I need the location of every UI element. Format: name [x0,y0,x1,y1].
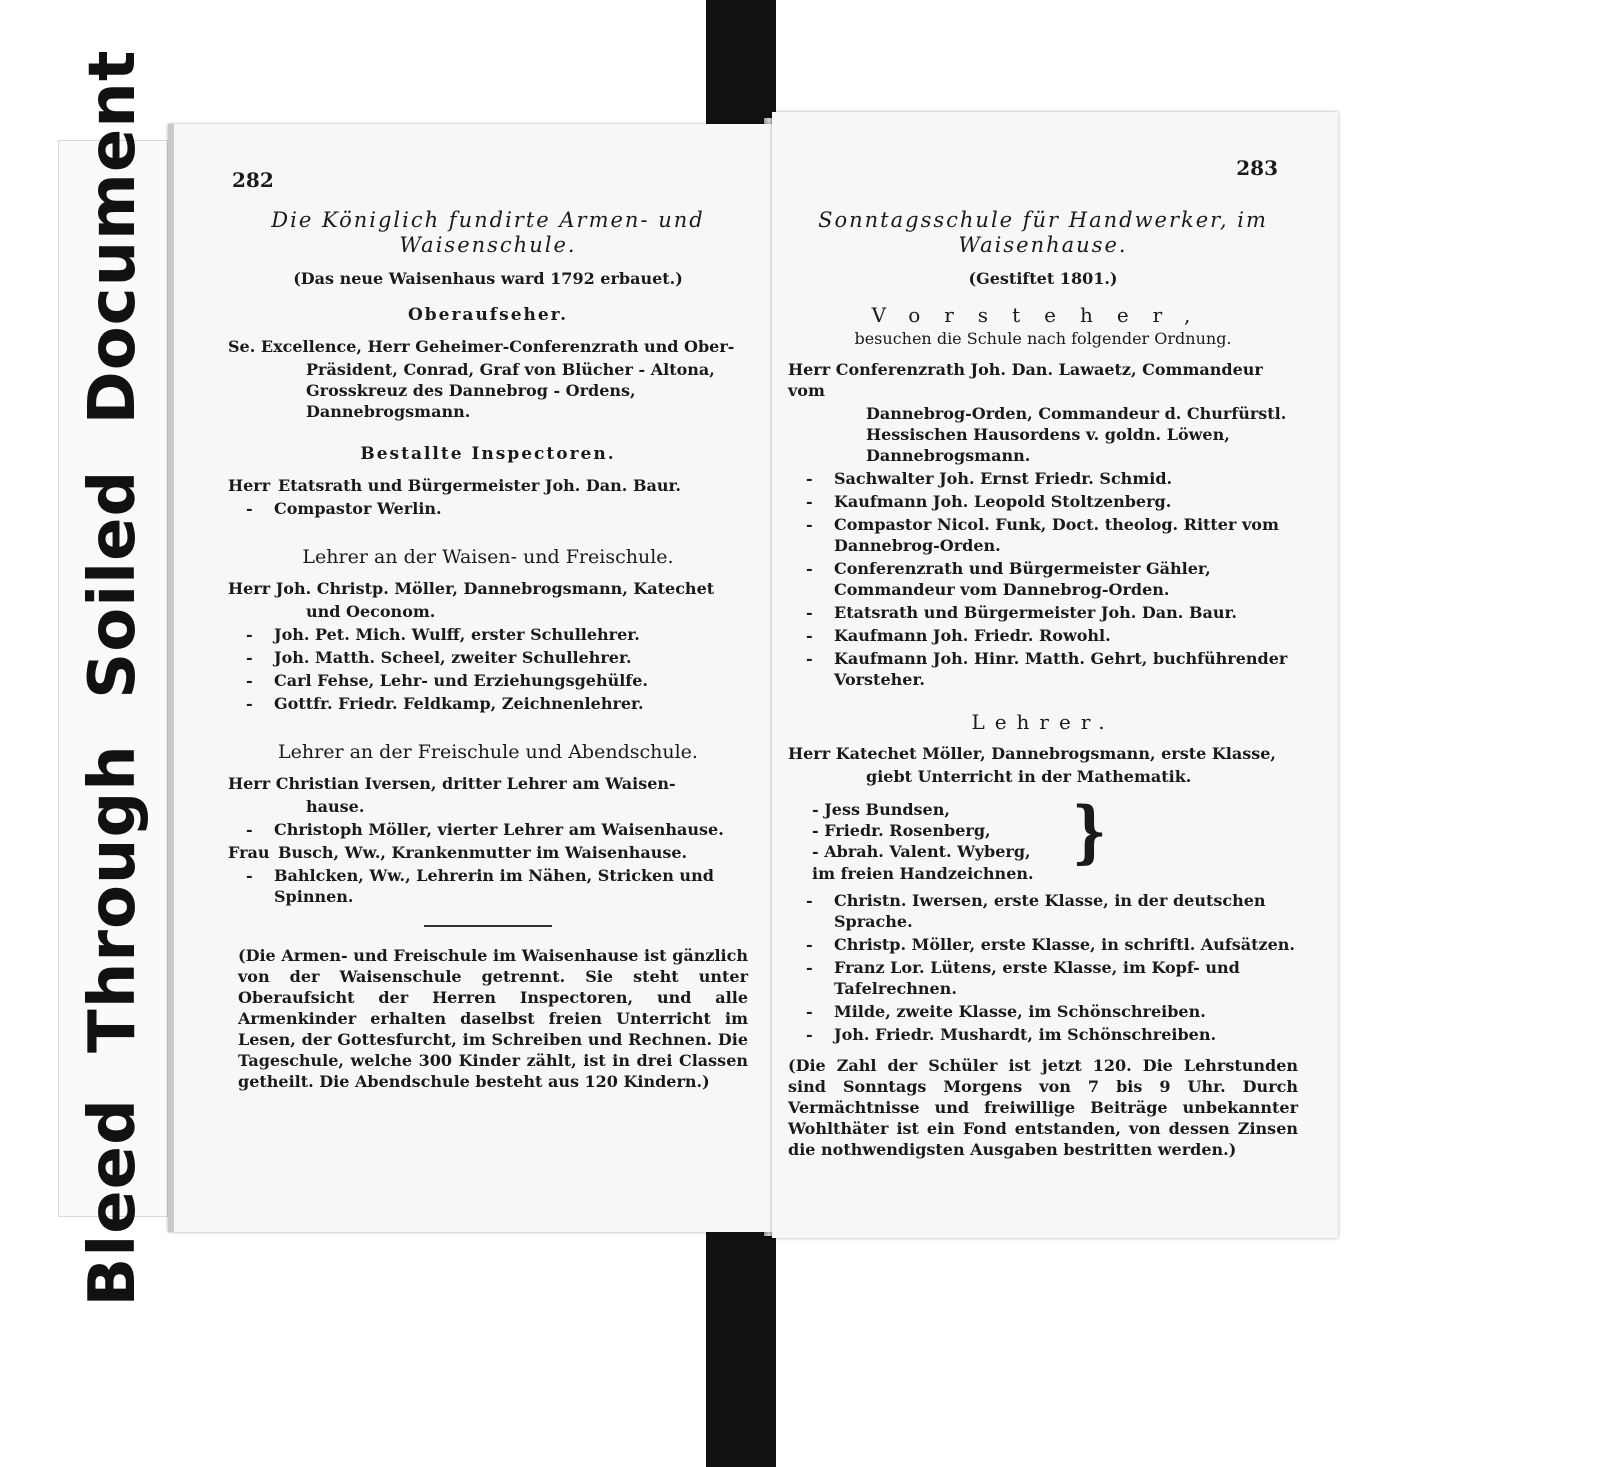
list-item-prefix: - [246,866,253,885]
list-item-prefix: - [806,649,813,668]
right-page-subtitle: (Gestiftet 1801.) [968,269,1118,288]
left-page-content [174,208,772,1092]
right-page-title: Sonntagsschule für Handwerker, im Waisenhause. [818,208,1268,257]
list-item [228,819,748,840]
list-item-text: Compastor Nicol. Funk, Doct. theolog. Ritter vom Dannebrog-Orden. [834,515,1279,555]
list-item [228,865,748,907]
list-item-prefix: - [806,1025,813,1044]
list-item-prefix: - [806,603,813,622]
section-heading-waisen-freischule: Lehrer an der Waisen- und Freischule. [302,546,674,568]
list-item-prefix: - [246,625,253,644]
list-item [788,625,1298,646]
section-heading-frei-abendschule: Lehrer an der Freischule und Abendschule. [278,741,698,763]
list-item-prefix: Herr [228,476,271,495]
bracket-name: - Friedr. Rosenberg, [812,821,991,840]
bracket-text: im freien Handzeichnen. [812,864,1034,883]
section-heading-oberaufseher: Oberaufseher. [407,305,569,325]
list-item-text: Etatsrath und Bürgermeister Joh. Dan. Baur. [278,476,681,495]
list-item-prefix: - [806,891,813,910]
list-item-text: Conferenzrath und Bürgermeister Gähler, Commandeur vom Dannebrog-Orden. [834,559,1211,599]
entry-first-line: Herr Christian Iversen, dritter Lehrer am Waisen- [228,774,676,793]
list-item [788,514,1298,556]
right-page-note: (Die Zahl der Schüler ist jetzt 120. Die Lehrstunden sind Sonntags Morgens von 7 bis 9 Uhr. Durch Vermächtnisse und freiwillige Beiträge unbekannter Wohlthäter ist ein Fond entstanden, von dessen Zinsen die nothwendigsten Ausgaben bestritten werden.) [788,1056,1298,1159]
list-item-prefix: - [246,648,253,667]
right-page-content [772,208,1338,1160]
list-item-text: Bahlcken, Ww., Lehrerin im Nähen, Stricken und Spinnen. [274,866,714,906]
right-page [772,112,1338,1238]
list-item-prefix: - [806,626,813,645]
list-item [788,602,1298,623]
list-item-text: Joh. Friedr. Mushardt, im Schönschreiben. [834,1025,1217,1044]
list-item [788,648,1298,690]
list-item [228,647,748,668]
list-item-text: Joh. Pet. Mich. Wulff, erster Schullehrer. [274,625,640,644]
list-item-prefix: - [246,694,253,713]
entry-continuation: giebt Unterricht in der Mathematik. [866,767,1192,786]
list-item-text: Etatsrath und Bürgermeister Joh. Dan. Baur. [834,603,1237,622]
list-item-text: Carl Fehse, Lehr- und Erziehungsgehülfe. [274,671,648,690]
list-item [788,957,1298,999]
divider-rule [424,925,552,927]
entry-first-line: Herr Conferenzrath Joh. Dan. Lawaetz, Commandeur vom [788,360,1263,400]
bracket-names [812,799,1072,862]
right-page-number: 283 [1236,156,1278,180]
list-item [228,693,748,714]
list-item-prefix: - [806,492,813,511]
entry-continuation: Dannebrog-Orden, Commandeur d. Churfürstl. Hessischen Hausordens v. goldn. Löwen, Dannebrogsmann. [866,404,1287,465]
entry-continuation: Präsident, Conrad, Graf von Blücher - Altona, Grosskreuz des Dannebrog - Ordens, Dannebrogsmann. [306,360,715,421]
bracket-name: - Jess Bundsen, [812,800,950,819]
list-item-prefix: - [246,820,253,839]
entry-continuation: und Oeconom. [306,602,436,621]
list-item-text: Milde, zweite Klasse, im Schönschreiben. [834,1002,1206,1021]
list-item-text: Gottfr. Friedr. Feldkamp, Zeichnenlehrer. [274,694,644,713]
list-item [228,670,748,691]
list-item-text: Franz Lor. Lütens, erste Klasse, im Kopf- und Tafelrechnen. [834,958,1240,998]
left-page [168,124,772,1232]
entry-first-line: Herr Joh. Christp. Möller, Dannebrogsmann, Katechet [228,579,715,598]
side-label [58,49,168,1307]
bracket-name: - Abrah. Valent. Wyberg, [812,842,1031,861]
list-item [788,934,1298,955]
list-item [788,558,1298,600]
list-item-text: Kaufmann Joh. Hinr. Matth. Gehrt, buchführender Vorsteher. [834,649,1288,689]
list-item [788,491,1298,512]
list-item-text: Sachwalter Joh. Ernst Friedr. Schmid. [834,469,1173,488]
list-item [228,498,748,519]
side-label-text: Bleed Through Soiled Document [76,49,150,1307]
bracket-group [788,790,1298,884]
list-item [788,890,1298,932]
left-page-note: (Die Armen- und Freischule im Waisenhause ist gänzlich von der Waisenschule getrennt. Sie steht unter Oberaufsicht der Herren Inspectoren, und alle Armenkinder erhalten daselbst freien Unterricht im Lesen, der Gottesfurcht, im Schreiben und Rechnen. Die Tageschule, welche 300 Kinder zählt, ist in drei Classen getheilt. Die Abendschule besteht aus 120 Kindern.) [238,946,748,1091]
section-heading-lehrer: Lehrer. [971,710,1115,734]
section-heading-vorsteher: Vorsteher, [871,303,1215,327]
list-item-prefix: - [806,1002,813,1021]
entry-first-line: Se. Excellence, Herr Geheimer-Conferenzrath und Ober- [228,337,735,356]
entry-continuation: hause. [306,797,365,816]
list-item-prefix: - [806,515,813,534]
left-page-number: 282 [232,168,274,192]
left-page-subtitle: (Das neue Waisenhaus ward 1792 erbauet.) [293,269,683,288]
list-item-prefix: - [806,559,813,578]
list-item [228,475,748,496]
list-item-text: Christp. Möller, erste Klasse, in schriftl. Aufsätzen. [834,935,1295,954]
list-item [788,468,1298,489]
list-item-text: Compastor Werlin. [274,499,442,518]
left-page-title: Die Königlich fundirte Armen- und Waisenschule. [271,208,705,257]
list-item-prefix: - [246,499,253,518]
curly-brace-icon: } [1072,790,1107,871]
list-item-prefix: - [246,671,253,690]
list-item [228,624,748,645]
list-item-prefix: - [806,958,813,977]
list-item-text: Kaufmann Joh. Friedr. Rowohl. [834,626,1111,645]
entry-first-line: Herr Katechet Möller, Dannebrogsmann, erste Klasse, [788,744,1276,763]
list-item-prefix: - [806,935,813,954]
list-item-prefix: - [806,469,813,488]
list-item [788,1024,1298,1045]
list-item-text: Christn. Iwersen, erste Klasse, in der deutschen Sprache. [834,891,1266,931]
section-subline: besuchen die Schule nach folgender Ordnung. [854,329,1232,348]
list-item-text: Christoph Möller, vierter Lehrer am Waisenhause. [274,820,724,839]
list-item-text: Busch, Ww., Krankenmutter im Waisenhause. [278,843,688,862]
list-item [228,842,748,863]
list-item-prefix: Frau [228,843,270,862]
section-heading-inspectoren: Bestallte Inspectoren. [360,444,616,464]
list-item-text: Kaufmann Joh. Leopold Stoltzenberg. [834,492,1172,511]
list-item-text: Joh. Matth. Scheel, zweiter Schullehrer. [274,648,632,667]
list-item [788,1001,1298,1022]
